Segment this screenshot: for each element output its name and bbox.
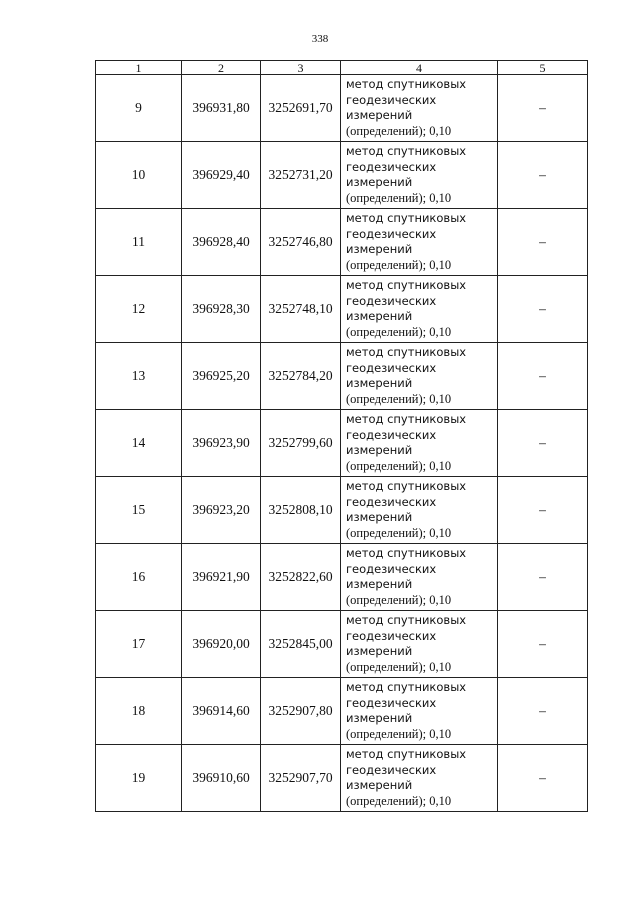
method-line: метод спутниковых xyxy=(346,479,467,493)
method-line: измерений xyxy=(346,711,413,725)
point-number-cell: 15 xyxy=(96,477,182,544)
method-line: (определений); 0,10 xyxy=(346,458,452,473)
method-line: измерений xyxy=(346,577,413,591)
method-line: (определений); 0,10 xyxy=(346,324,452,339)
y-coordinate-cell: 3252784,20 xyxy=(261,343,341,410)
method-line: метод спутниковых xyxy=(346,278,467,292)
method-line: геодезических xyxy=(346,695,437,710)
table-row xyxy=(96,142,588,209)
note-cell: – xyxy=(498,75,588,142)
point-number-cell: 17 xyxy=(96,611,182,678)
y-coordinate-cell: 3252808,10 xyxy=(261,477,341,544)
x-coordinate-cell: 396914,60 xyxy=(182,678,261,745)
x-coordinate-cell: 396920,00 xyxy=(182,611,261,678)
method-line: измерений xyxy=(346,644,413,658)
table-row xyxy=(96,745,588,812)
y-coordinate-cell: 3252907,80 xyxy=(261,678,341,745)
method-cell xyxy=(341,410,498,477)
method-line: геодезических xyxy=(346,360,437,375)
table-row xyxy=(96,544,588,611)
table-row xyxy=(96,209,588,276)
table-row xyxy=(96,276,588,343)
method-line: метод спутниковых xyxy=(346,144,467,158)
method-line: измерений xyxy=(346,175,413,189)
method-line: метод спутниковых xyxy=(346,412,467,426)
method-line: метод спутниковых xyxy=(346,345,467,359)
note-cell: – xyxy=(498,142,588,209)
method-line: измерений xyxy=(346,443,413,457)
header-row xyxy=(96,61,588,75)
table-row xyxy=(96,75,588,142)
method-cell xyxy=(341,276,498,343)
point-number-cell: 11 xyxy=(96,209,182,276)
table-header xyxy=(96,61,588,75)
y-coordinate-cell: 3252799,60 xyxy=(261,410,341,477)
note-cell: – xyxy=(498,209,588,276)
method-line: измерений xyxy=(346,309,413,323)
method-cell xyxy=(341,477,498,544)
method-cell xyxy=(341,745,498,812)
note-cell: – xyxy=(498,276,588,343)
method-line: метод спутниковых xyxy=(346,680,467,694)
method-line: геодезических xyxy=(346,427,437,442)
point-number-cell: 14 xyxy=(96,410,182,477)
x-coordinate-cell: 396910,60 xyxy=(182,745,261,812)
x-coordinate-cell: 396931,80 xyxy=(182,75,261,142)
x-coordinate-cell: 396923,90 xyxy=(182,410,261,477)
table-row xyxy=(96,343,588,410)
method-line: измерений xyxy=(346,510,413,524)
method-line: геодезических xyxy=(346,561,437,576)
x-coordinate-cell: 396923,20 xyxy=(182,477,261,544)
note-cell: – xyxy=(498,611,588,678)
method-line: измерений xyxy=(346,778,413,792)
y-coordinate-cell: 3252748,10 xyxy=(261,276,341,343)
table-row xyxy=(96,678,588,745)
header-col-4: 4 xyxy=(341,61,498,75)
table-row xyxy=(96,611,588,678)
method-line: геодезических xyxy=(346,628,437,643)
method-line: геодезических xyxy=(346,92,437,107)
y-coordinate-cell: 3252691,70 xyxy=(261,75,341,142)
x-coordinate-cell: 396925,20 xyxy=(182,343,261,410)
method-cell xyxy=(341,75,498,142)
method-line: геодезических xyxy=(346,226,437,241)
method-line: метод спутниковых xyxy=(346,77,467,91)
method-cell xyxy=(341,611,498,678)
point-number-cell: 10 xyxy=(96,142,182,209)
note-cell: – xyxy=(498,745,588,812)
y-coordinate-cell: 3252731,20 xyxy=(261,142,341,209)
y-coordinate-cell: 3252907,70 xyxy=(261,745,341,812)
note-cell: – xyxy=(498,477,588,544)
method-cell xyxy=(341,343,498,410)
point-number-cell: 19 xyxy=(96,745,182,812)
method-line: геодезических xyxy=(346,159,437,174)
point-number-cell: 18 xyxy=(96,678,182,745)
x-coordinate-cell: 396928,40 xyxy=(182,209,261,276)
x-coordinate-cell: 396921,90 xyxy=(182,544,261,611)
method-line: (определений); 0,10 xyxy=(346,190,452,205)
point-number-cell: 13 xyxy=(96,343,182,410)
point-number-cell: 9 xyxy=(96,75,182,142)
method-cell xyxy=(341,209,498,276)
method-line: геодезических xyxy=(346,293,437,308)
method-line: (определений); 0,10 xyxy=(346,257,452,272)
method-line: метод спутниковых xyxy=(346,747,467,761)
table-row xyxy=(96,477,588,544)
method-line: метод спутниковых xyxy=(346,211,467,225)
method-line: геодезических xyxy=(346,494,437,509)
method-line: (определений); 0,10 xyxy=(346,793,452,808)
y-coordinate-cell: 3252822,60 xyxy=(261,544,341,611)
header-col-2: 2 xyxy=(182,61,261,75)
method-cell xyxy=(341,678,498,745)
point-number-cell: 16 xyxy=(96,544,182,611)
method-line: (определений); 0,10 xyxy=(346,391,452,406)
method-line: (определений); 0,10 xyxy=(346,592,452,607)
note-cell: – xyxy=(498,678,588,745)
note-cell: – xyxy=(498,410,588,477)
x-coordinate-cell: 396928,30 xyxy=(182,276,261,343)
method-line: измерений xyxy=(346,376,413,390)
point-number-cell: 12 xyxy=(96,276,182,343)
y-coordinate-cell: 3252845,00 xyxy=(261,611,341,678)
method-cell xyxy=(341,544,498,611)
note-cell: – xyxy=(498,544,588,611)
method-line: геодезических xyxy=(346,762,437,777)
method-line: метод спутниковых xyxy=(346,546,467,560)
method-line: (определений); 0,10 xyxy=(346,123,452,138)
method-line: измерений xyxy=(346,108,413,122)
method-line: измерений xyxy=(346,242,413,256)
method-line: (определений); 0,10 xyxy=(346,525,452,540)
page-number: 338 xyxy=(311,33,329,45)
table-body xyxy=(96,75,588,812)
coordinates-table xyxy=(95,60,588,812)
method-line: (определений); 0,10 xyxy=(346,659,452,674)
method-line: метод спутниковых xyxy=(346,613,467,627)
table-row xyxy=(96,410,588,477)
x-coordinate-cell: 396929,40 xyxy=(182,142,261,209)
method-line: (определений); 0,10 xyxy=(346,726,452,741)
header-col-3: 3 xyxy=(261,61,341,75)
method-cell xyxy=(341,142,498,209)
note-cell: – xyxy=(498,343,588,410)
y-coordinate-cell: 3252746,80 xyxy=(261,209,341,276)
header-col-1: 1 xyxy=(96,61,182,75)
header-col-5: 5 xyxy=(498,61,588,75)
